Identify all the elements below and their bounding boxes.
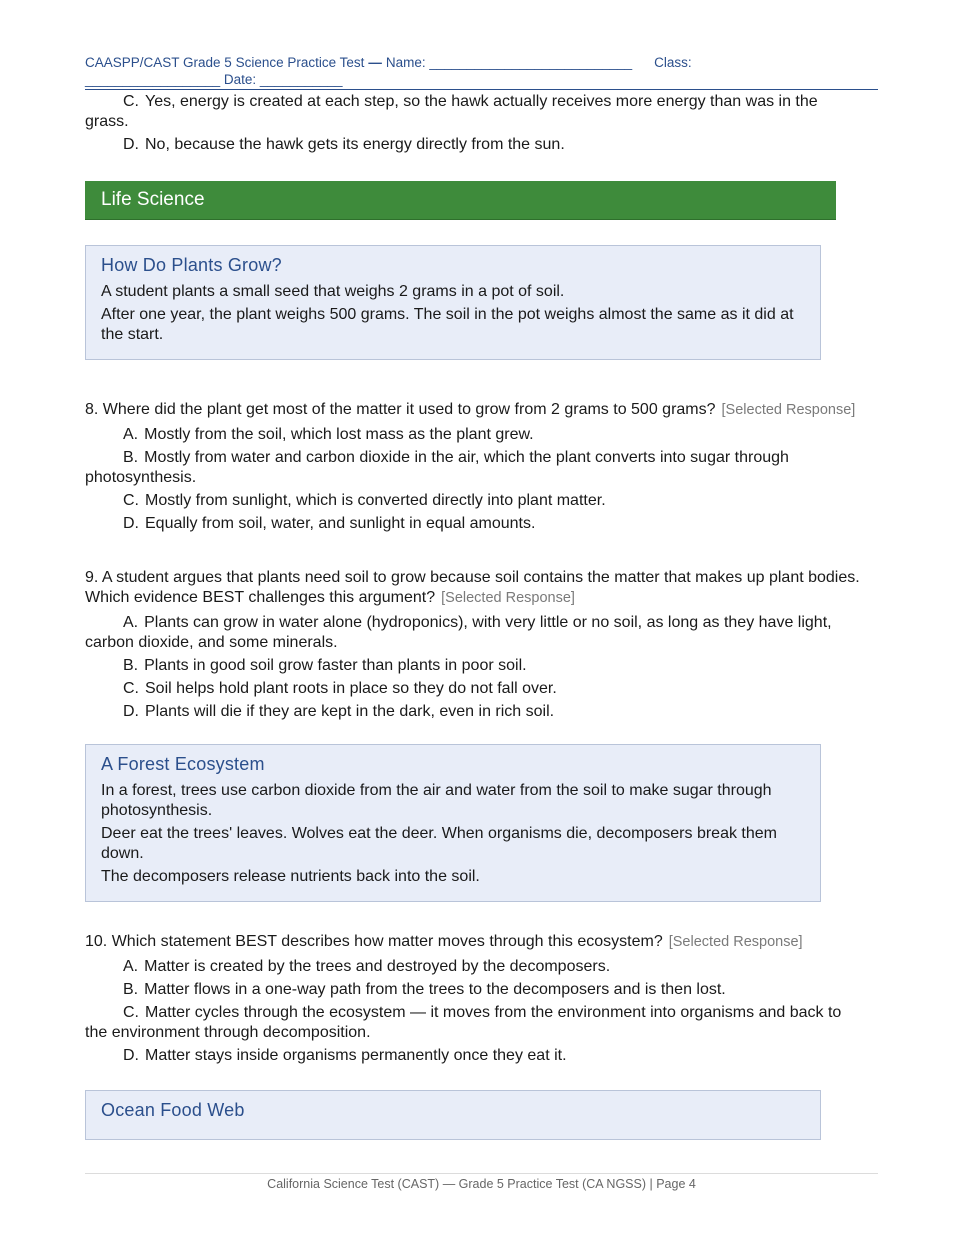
header-line-1 <box>85 54 878 71</box>
stimulus-paragraph: In a forest, trees use carbon dioxide from the air and water from the soil to make sugar through photosynthesis. <box>101 782 772 819</box>
answer-option: D. Equally from soil, water, and sunlight in equal amounts. <box>123 515 536 532</box>
question-stem: 9. A student argues that plants need soil to grow because soil contains the matter that makes up plant bodies. Which evidence BEST challenges this argument? [Selected Response] <box>85 569 860 606</box>
answer-option: A. Mostly from the soil, which lost mass as the plant grew. <box>123 426 534 443</box>
answer-option: D. No, because the hawk gets its energy directly from the sun. <box>123 136 565 153</box>
answer-option: C. Soil helps hold plant roots in place so they do not fall over. <box>123 680 557 697</box>
header-class-field: Class: <box>654 55 692 70</box>
answer-option: B. Matter flows in a one-way path from the trees to the decomposers and is then lost. <box>123 981 726 998</box>
stimulus-box-ocean <box>85 1090 821 1140</box>
stimulus-box-forest <box>85 744 821 902</box>
answer-option: C. Matter cycles through the ecosystem — it moves from the environment into organisms and back to the environment through decomposition. <box>85 1004 842 1041</box>
stimulus-title: How Do Plants Grow? <box>101 255 282 275</box>
stimulus-paragraph: After one year, the plant weighs 500 grams. The soil in the pot weighs almost the same as it did at the start. <box>101 306 794 343</box>
carryover-options <box>85 92 865 155</box>
response-type-tag: [Selected Response] <box>441 590 575 606</box>
question-9 <box>85 568 865 722</box>
header-date-field: __________________ Date: ___________ <box>85 72 343 87</box>
response-type-tag: [Selected Response] <box>668 934 803 950</box>
answer-option: B. Plants in good soil grow faster than plants in poor soil. <box>123 657 527 674</box>
stimulus-paragraph: The decomposers release nutrients back into the soil. <box>101 868 480 885</box>
response-type-tag: [Selected Response] <box>721 402 856 418</box>
question-stem: 8. Where did the plant get most of the matter it used to grow from 2 grams to 500 grams? [Selected Response] <box>85 401 856 418</box>
answer-option: B. Mostly from water and carbon dioxide in the air, which the plant converts into sugar through photosynthesis. <box>85 449 789 486</box>
header-dash: — <box>368 55 382 70</box>
header-name-field: Name: ___________________________ <box>385 55 633 70</box>
page-header <box>85 54 878 90</box>
header-test-title: CAASPP/CAST Grade 5 Science Practice Test <box>85 55 365 70</box>
answer-option: D. Plants will die if they are kept in the dark, even in rich soil. <box>123 703 555 720</box>
question-8 <box>85 400 865 534</box>
section-heading-life-science: Life Science <box>85 181 836 220</box>
stimulus-title: A Forest Ecosystem <box>101 754 265 774</box>
answer-option: C. Mostly from sunlight, which is converted directly into plant matter. <box>123 492 606 509</box>
stimulus-box-plants <box>85 245 821 360</box>
stimulus-paragraph: A student plants a small seed that weighs 2 grams in a pot of soil. <box>101 283 565 300</box>
answer-option: A. Plants can grow in water alone (hydroponics), with very little or no soil, as long as they have light, carbon dioxide, and some minerals. <box>85 614 832 651</box>
page-content <box>85 92 865 1140</box>
answer-option: D. Matter stays inside organisms permanently once they eat it. <box>123 1047 567 1064</box>
answer-option: A. Matter is created by the trees and destroyed by the decomposers. <box>123 958 611 975</box>
stimulus-paragraph: Deer eat the trees' leaves. Wolves eat the deer. When organisms die, decomposers break them down. <box>101 825 777 862</box>
stimulus-title: Ocean Food Web <box>101 1100 245 1120</box>
page-footer: California Science Test (CAST) — Grade 5 Practice Test (CA NGSS) | Page 4 <box>85 1173 878 1191</box>
question-stem: 10. Which statement BEST describes how matter moves through this ecosystem? [Selected Response] <box>85 933 803 950</box>
question-10 <box>85 932 865 1066</box>
answer-option: C. Yes, energy is created at each step, so the hawk actually receives more energy than was in the grass. <box>85 93 818 130</box>
